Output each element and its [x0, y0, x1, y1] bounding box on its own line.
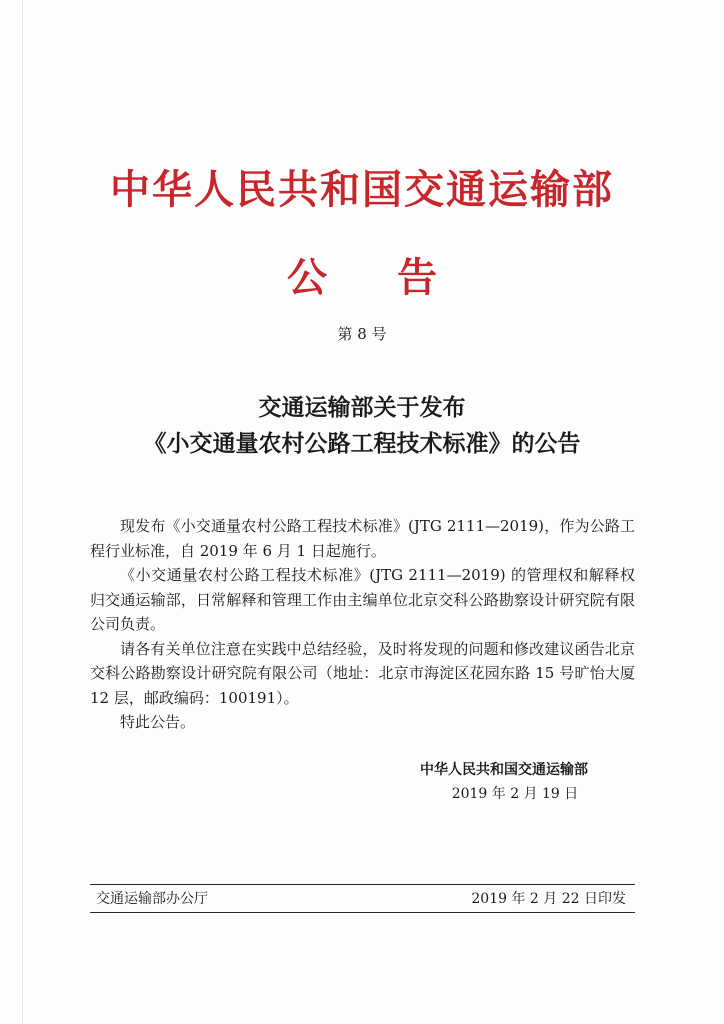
body-paragraph: 现发布《小交通量农村公路工程技术标准》(JTG 2111—2019)，作为公路工程行业标准，自 2019 年 6 月 1 日起施行。 — [90, 517, 635, 560]
headline — [0, 390, 724, 462]
footer-rule-bottom — [90, 912, 635, 913]
notice-title: 公告 — [287, 254, 507, 301]
signature-date: 2019 年 2 月 19 日 — [451, 786, 579, 802]
footer-issuer: 交通运输部办公厅 — [96, 891, 208, 907]
scan-edge-line — [22, 0, 23, 1024]
footer-print-date: 2019 年 2 月 22 日印发 — [471, 891, 626, 907]
footer-rule-top — [90, 884, 635, 885]
headline-line-1: 交通运输部关于发布 — [258, 394, 466, 421]
issue-number: 第 8 号 — [337, 325, 387, 343]
org-title: 中华人民共和国交通运输部 — [110, 166, 614, 213]
body-paragraph: 特此公告。 — [120, 713, 196, 731]
signature-org: 中华人民共和国交通运输部 — [420, 762, 588, 778]
footer — [96, 888, 626, 910]
signature-block — [420, 758, 610, 806]
body-paragraph: 《小交通量农村公路工程技术标准》(JTG 2111—2019) 的管理权和解释权归交通运输部，日常解释和管理工作由主编单位北京交科公路勘察设计研究院有限公司负责。 — [90, 566, 635, 633]
body-text — [90, 514, 635, 735]
body-paragraph: 请各有关单位注意在实践中总结经验，及时将发现的问题和修改建议函告北京交科公路勘察设计研究院有限公司（地址：北京市海淀区花园东路 15 号旷怡大厦 12 层，邮政编码：100191）。 — [90, 639, 635, 707]
headline-line-2: 《小交通量农村公路工程技术标准》的公告 — [143, 430, 581, 457]
